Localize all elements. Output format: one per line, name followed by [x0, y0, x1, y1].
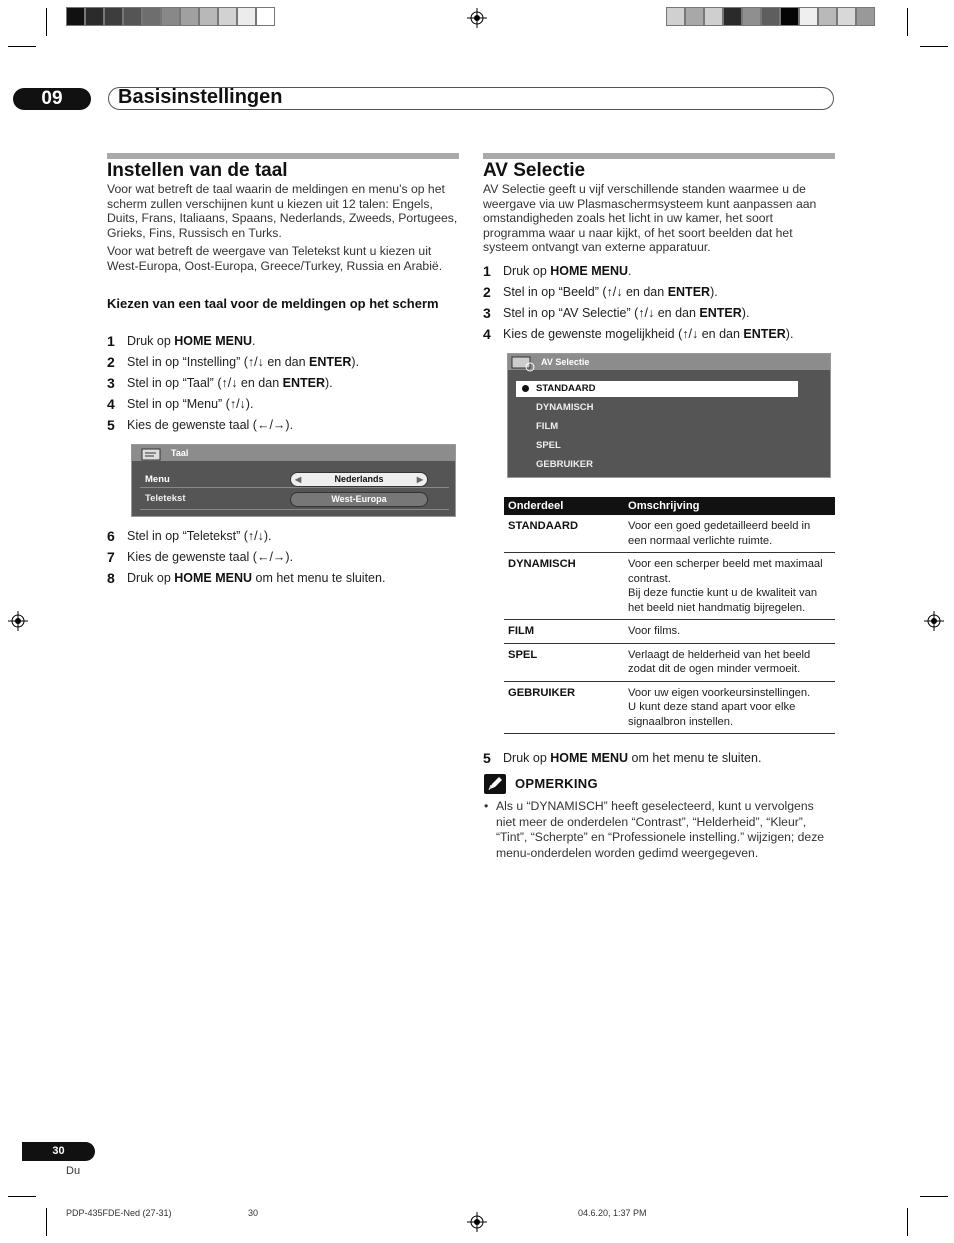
chapter-title: Basisinstellingen [118, 86, 283, 108]
color-swatch [180, 7, 199, 26]
key-name: ENTER [282, 375, 326, 390]
description-line: Bij deze functie kunt u de kwaliteit van het beeld niet handmatig bijregelen. [628, 587, 818, 614]
color-bar-right [666, 7, 875, 26]
description-line: Voor uw eigen voorkeursinstellingen. [628, 686, 811, 699]
color-swatch [104, 7, 123, 26]
color-swatch [66, 7, 85, 26]
crop-mark [907, 8, 908, 36]
color-swatch [856, 7, 875, 26]
step-number: 1 [107, 332, 115, 349]
teletext-language-selector[interactable] [290, 492, 428, 507]
registration-mark-icon [467, 1212, 487, 1232]
av-option-label: STANDAARD [536, 383, 596, 394]
color-swatch [837, 7, 856, 26]
table-cell-description [624, 681, 835, 734]
step-text: Stel in op “Taal” (↑/↓ en dan ENTER). [127, 375, 333, 390]
bullet-icon: • [484, 799, 489, 813]
osd-title: AV Selectie [541, 357, 590, 367]
av-option-label: DYNAMISCH [536, 402, 594, 413]
step-text: Kies de gewenste mogelijkheid (↑/↓ en dan ENTER). [503, 326, 794, 341]
osd-label-menu: Menu [145, 474, 170, 485]
step-number: 2 [107, 353, 115, 370]
table-row [504, 643, 835, 681]
teletext-language-value: West-Europa [331, 494, 387, 504]
color-swatch [666, 7, 685, 26]
key-name: HOME MENU [550, 263, 629, 278]
step-item [107, 414, 459, 435]
subheading: Kiezen van een taal voor de meldingen op het scherm [107, 296, 439, 311]
key-name: HOME MENU [550, 750, 629, 765]
step-item [107, 372, 459, 393]
language-intro [107, 182, 459, 278]
step-list [483, 260, 835, 344]
step-text: Stel in op “Menu” (↑/↓). [127, 396, 254, 411]
table-cell-description: Voor een goed gedetailleerd beeld in een normaal verlichte ruimte. [624, 515, 835, 553]
crop-mark [907, 1208, 908, 1236]
key-name: ENTER [699, 305, 742, 320]
color-swatch [237, 7, 256, 26]
section-rule [483, 153, 835, 159]
footer-datetime: 04.6.20, 1:37 PM [578, 1208, 647, 1218]
step-item [107, 330, 459, 351]
av-intro: AV Selectie geeft u vijf verschillende standen waarmee u de weergave via uw Plasmaschermsysteem kunt aanpassen aan omstandigheden zoals het licht in uw kamer, het soort programma waar u naar kijkt, of het soort beelden dat het systeem ontvangt van externe apparatuur. [483, 182, 817, 255]
step-text: Kies de gewenste taal (←/→). [127, 549, 294, 564]
av-option-gebruiker[interactable] [516, 457, 798, 473]
step-number: 4 [107, 395, 115, 412]
osd-language-screen [131, 444, 456, 517]
step-text: Druk op HOME MENU om het menu te sluiten. [503, 750, 762, 765]
av-option-spel[interactable] [516, 438, 798, 454]
table-cell-item: GEBRUIKER [504, 681, 624, 734]
step-number: 6 [107, 527, 115, 544]
table-row [504, 553, 835, 620]
table-cell-item: SPEL [504, 643, 624, 681]
intro-paragraph: Voor wat betreft de taal waarin de meldingen en menu’s op het scherm zullen verschijnen kunt u kiezen uit 12 talen: Engels, Duits, Frans, Italiaans, Spaans, Nederlands, Zweeds, Portugees, Grieks, Fins, Russisch en Turks. [107, 182, 458, 240]
step-number: 2 [483, 283, 491, 300]
section-title-language: Instellen van de taal [107, 160, 288, 181]
step-number: 3 [483, 304, 491, 321]
step-number: 5 [107, 416, 115, 433]
color-swatch [742, 7, 761, 26]
color-swatch [161, 7, 180, 26]
av-option-label: FILM [536, 421, 559, 432]
color-swatch [85, 7, 104, 26]
step-item [483, 281, 835, 302]
color-swatch [199, 7, 218, 26]
picture-menu-icon [510, 355, 536, 373]
note-text: Als u “DYNAMISCH” heeft geselecteerd, kunt u vervolgens niet meer de onderdelen “Contrast”, “Helderheid”, “Kleur”, “Tint”, “Scherpte” en “Professionele instelling.” wijzigen; deze menu-onderdelen worden gedimd weergegeven. [496, 799, 825, 860]
color-swatch [142, 7, 161, 26]
table-cell-item: FILM [504, 620, 624, 644]
step-text: Stel in op “Instelling” (↑/↓ en dan ENTER). [127, 354, 360, 369]
section-rule [107, 153, 459, 159]
av-option-label: SPEL [536, 440, 561, 451]
table-cell-item: DYNAMISCH [504, 553, 624, 620]
step-list [107, 330, 459, 435]
step-number: 3 [107, 374, 115, 391]
section-title-av: AV Selectie [483, 160, 586, 181]
step-list [107, 525, 459, 588]
step-number: 8 [107, 569, 115, 586]
crop-mark [46, 8, 47, 36]
table-cell-description: Verlaagt de helderheid van het beeld zodat dit de ogen minder vermoeit. [624, 643, 835, 681]
step-number: 7 [107, 548, 115, 565]
av-option-film[interactable] [516, 419, 798, 435]
crop-mark [920, 1196, 948, 1197]
table-header-description: Omschrijving [624, 497, 835, 515]
step-text: Stel in op “Beeld” (↑/↓ en dan ENTER). [503, 284, 718, 299]
language-menu-icon [140, 447, 164, 463]
step-list [483, 747, 835, 768]
step-text: Druk op HOME MENU. [127, 333, 256, 348]
color-bar-left [66, 7, 275, 26]
registration-mark-icon [467, 8, 487, 28]
arrow-right-icon[interactable]: ▶ [416, 475, 423, 484]
step-text: Stel in op “Teletekst” (↑/↓). [127, 528, 272, 543]
color-swatch [761, 7, 780, 26]
av-option-dynamisch[interactable] [516, 400, 798, 416]
osd-av-screen [507, 353, 831, 478]
table-cell-item: STANDAARD [504, 515, 624, 553]
description-line: U kunt deze stand apart voor elke signaalbron instellen. [628, 701, 796, 728]
step-item [107, 525, 459, 546]
color-swatch [685, 7, 704, 26]
step-text: Druk op HOME MENU. [503, 263, 632, 278]
note-icon [484, 774, 506, 794]
step-text: Kies de gewenste taal (←/→). [127, 417, 294, 432]
av-modes-table [504, 497, 835, 734]
color-swatch [799, 7, 818, 26]
registration-mark-icon [8, 611, 28, 631]
description-line: Voor een scherper beeld met maximaal contrast. [628, 558, 823, 585]
key-name: HOME MENU [174, 570, 253, 585]
step-number: 4 [483, 325, 491, 342]
table-cell-description: Voor films. [624, 620, 835, 644]
intro-paragraph: Voor wat betreft de weergave van Teletekst kunt u kiezen uit West-Europa, Oost-Europa, Greece/Turkey, Russia en Arabië. [107, 244, 443, 273]
step-number: 5 [483, 749, 491, 766]
key-name: ENTER [309, 354, 352, 369]
key-name: HOME MENU [174, 333, 253, 348]
av-option-label: GEBRUIKER [536, 459, 594, 470]
step-item [107, 393, 459, 414]
step-item [107, 567, 459, 588]
chapter-number: 09 [13, 88, 91, 110]
step-text: Stel in op “AV Selectie” (↑/↓ en dan ENTER). [503, 305, 750, 320]
footer-page: 30 [248, 1208, 259, 1218]
crop-mark [8, 1196, 36, 1197]
av-option-standaard[interactable] [516, 381, 798, 397]
key-name: ENTER [667, 284, 711, 299]
step-item [483, 747, 835, 768]
step-item [483, 260, 835, 281]
step-item [483, 323, 835, 344]
selected-dot-icon [522, 385, 529, 392]
step-item [107, 546, 459, 567]
crop-mark [46, 1208, 47, 1236]
color-swatch [780, 7, 799, 26]
table-row [504, 681, 835, 734]
step-text: Druk op HOME MENU om het menu te sluiten. [127, 570, 386, 585]
color-swatch [123, 7, 142, 26]
crop-mark [920, 46, 948, 47]
color-swatch [256, 7, 275, 26]
step-number: 1 [483, 262, 491, 279]
key-name: ENTER [743, 326, 786, 341]
step-item [483, 302, 835, 323]
registration-mark-icon [924, 611, 944, 631]
note-title: OPMERKING [515, 776, 598, 791]
osd-title: Taal [171, 448, 189, 458]
menu-language-value: Nederlands [334, 474, 384, 484]
table-header-item: Onderdeel [504, 497, 624, 515]
color-swatch [723, 7, 742, 26]
osd-label-teletext: Teletekst [145, 493, 186, 504]
color-swatch [218, 7, 237, 26]
menu-language-selector[interactable] [290, 472, 428, 487]
arrow-left-icon[interactable]: ◀ [295, 475, 302, 484]
page-number: 30 [22, 1142, 95, 1161]
table-row [504, 515, 835, 553]
crop-mark [8, 46, 36, 47]
table-cell-description [624, 553, 835, 620]
color-swatch [818, 7, 837, 26]
language-code: Du [66, 1165, 81, 1177]
table-row [504, 620, 835, 644]
footer-file: PDP-435FDE-Ned (27-31) [66, 1208, 172, 1218]
color-swatch [704, 7, 723, 26]
step-item [107, 351, 459, 372]
